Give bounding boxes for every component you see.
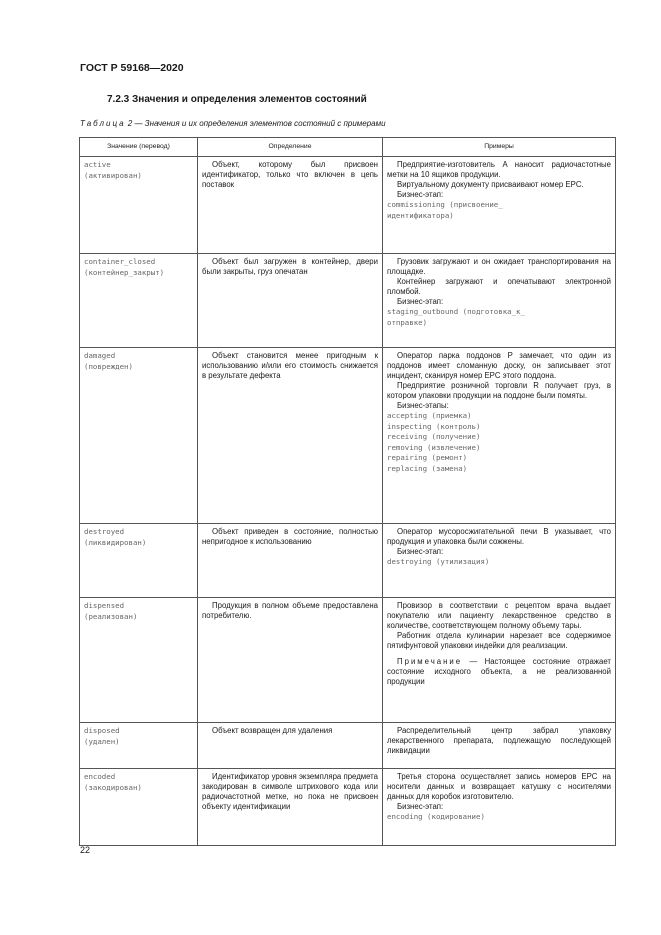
value-cell: [80, 254, 198, 348]
definition-cell: [198, 157, 383, 254]
business-step-code: идентификатора): [387, 210, 454, 220]
value-code: active: [84, 160, 111, 169]
business-step-code: encoding (кодирование): [387, 812, 485, 821]
table-row: [80, 348, 616, 524]
business-step-code: отправке): [387, 317, 428, 327]
note-text: — Настоящее состояние отражает состояние исходного объекта, а не реализованной продукции: [387, 657, 611, 686]
definition-text: Объект был загружен в контейнер, двери были закрыты, груз опечатан: [202, 257, 378, 276]
value-translation: (активирован): [84, 170, 142, 180]
examples-cell: [383, 254, 616, 348]
example-paragraph: Бизнес-этап:: [397, 190, 444, 199]
business-step-code: accepting (приемка): [387, 411, 472, 420]
business-step-code: inspecting (контроль): [387, 421, 481, 431]
value-code: container_closed: [84, 257, 156, 266]
table-row: [80, 598, 616, 723]
value-cell: [80, 524, 198, 598]
page-number: 22: [80, 845, 91, 855]
example-paragraph: Грузовик загружают и он ожидает транспортирования на площадке.: [387, 257, 611, 276]
table-caption: [80, 119, 386, 128]
value-code: encoded: [84, 772, 116, 781]
table-caption-text: 2 — Значения и их определения элементов состояний с примерами: [125, 119, 386, 128]
example-paragraph: Оператор парка поддонов P замечает, что один из поддонов имеет сломанную доску, он записывает этот инцидент, сканируя номер EPC этого поддона.: [387, 351, 611, 380]
document-code: ГОСТ Р 59168—2020: [80, 62, 184, 74]
example-paragraph: Предприятие розничной торговли R получает груз, в котором упаковки продукции на поддоне были помяты.: [387, 381, 611, 400]
value-cell: [80, 723, 198, 769]
value-cell: [80, 157, 198, 254]
example-paragraph: Бизнес-этап:: [397, 802, 444, 811]
business-step-code: removing (извлечение): [387, 442, 481, 452]
header-examples: Примеры: [383, 138, 616, 157]
definition-cell: [198, 723, 383, 769]
business-step-code: repairing (ремонт): [387, 453, 468, 462]
examples-cell: [383, 524, 616, 598]
value-code: dispensed: [84, 601, 125, 610]
example-paragraph: Контейнер загружают и опечатывают электронной пломбой.: [387, 277, 611, 296]
definition-cell: [198, 348, 383, 524]
table-row: [80, 254, 616, 348]
definition-cell: [198, 769, 383, 846]
note-label: Примечание: [397, 657, 463, 666]
value-translation: (поврежден): [84, 361, 133, 371]
value-translation: (закодирован): [84, 782, 142, 792]
example-paragraph: Бизнес-этап:: [397, 297, 444, 306]
section-title: 7.2.3 Значения и определения элементов состояний: [107, 94, 367, 105]
business-step-code: receiving (получение): [387, 432, 481, 441]
value-cell: [80, 769, 198, 846]
header-value: Значение (перевод): [80, 138, 198, 157]
example-paragraph: Предприятие-изготовитель A наносит радиочастотные метки на 10 ящиков продукции.: [387, 160, 611, 179]
business-step-code: destroying (утилизация): [387, 557, 490, 566]
definition-cell: [198, 524, 383, 598]
example-paragraph: Третья сторона осуществляет запись номеров EPC на носители данных и возвращает катушку с носителями данных для коробок изготовителю.: [387, 772, 611, 801]
examples-cell: [383, 598, 616, 723]
definition-text: Объект становится менее пригодным к использованию и/или его стоимость снижается в результате дефекта: [202, 351, 378, 380]
table-header-row: [80, 138, 616, 157]
example-paragraph: Бизнес-этапы:: [397, 401, 449, 410]
business-step-code: replacing (замена): [387, 463, 468, 473]
examples-cell: [383, 769, 616, 846]
value-translation: (ликвидирован): [84, 537, 147, 547]
value-code: destroyed: [84, 527, 125, 536]
example-paragraph: Бизнес-этап:: [397, 547, 444, 556]
example-paragraph: Работник отдела кулинарии нарезает все содержимое пятифунтовой упаковки индейки для реализации.: [387, 631, 611, 650]
table-row: [80, 723, 616, 769]
table-row: [80, 769, 616, 846]
note-paragraph: [387, 657, 611, 687]
business-step-code: commissioning (присвоение_: [387, 200, 503, 209]
examples-cell: [383, 723, 616, 769]
table-row: [80, 524, 616, 598]
example-paragraph: Оператор мусоросжигательной печи B указывает, что продукция и упаковка были сожжены.: [387, 527, 611, 546]
examples-cell: [383, 348, 616, 524]
header-definition: Определение: [198, 138, 383, 157]
definition-text: Продукция в полном объеме предоставлена потребителю.: [202, 601, 378, 620]
definition-text: Объект приведен в состояние, полностью непригодное к использованию: [202, 527, 378, 546]
value-cell: [80, 598, 198, 723]
value-translation: (реализован): [84, 611, 138, 621]
table-body: [80, 157, 616, 846]
value-code: damaged: [84, 351, 116, 360]
definition-text: Объект возвращен для удаления: [212, 726, 333, 735]
example-paragraph: Провизор в соответствии с рецептом врача выдает покупателю или пациенту лекарственное средство в количестве, соответствующем полному объему тары.: [387, 601, 611, 630]
value-cell: [80, 348, 198, 524]
example-paragraph: Виртуальному документу присваивают номер EPC.: [397, 180, 584, 189]
value-translation: (контейнер_закрыт): [84, 267, 165, 277]
examples-cell: [383, 157, 616, 254]
definition-text: Объект, которому был присвоен идентификатор, только что включен в цепь поставок: [202, 160, 378, 189]
definition-text: Идентификатор уровня экземпляра предмета закодирован в символе штрихового кода или радиочастотной метке, но пока не присвоен объекту идентификации: [202, 772, 378, 811]
table-caption-label: Таблица: [80, 119, 126, 128]
value-translation: (удален): [84, 736, 120, 746]
definition-cell: [198, 598, 383, 723]
value-code: disposed: [84, 726, 120, 735]
definition-cell: [198, 254, 383, 348]
states-table: [79, 137, 616, 846]
business-step-code: staging_outbound (подготовка_к_: [387, 307, 525, 316]
table-row: [80, 157, 616, 254]
example-paragraph: Распределительный центр забрал упаковку лекарственного препарата, подлежащую последующей ликвидации: [387, 726, 611, 755]
